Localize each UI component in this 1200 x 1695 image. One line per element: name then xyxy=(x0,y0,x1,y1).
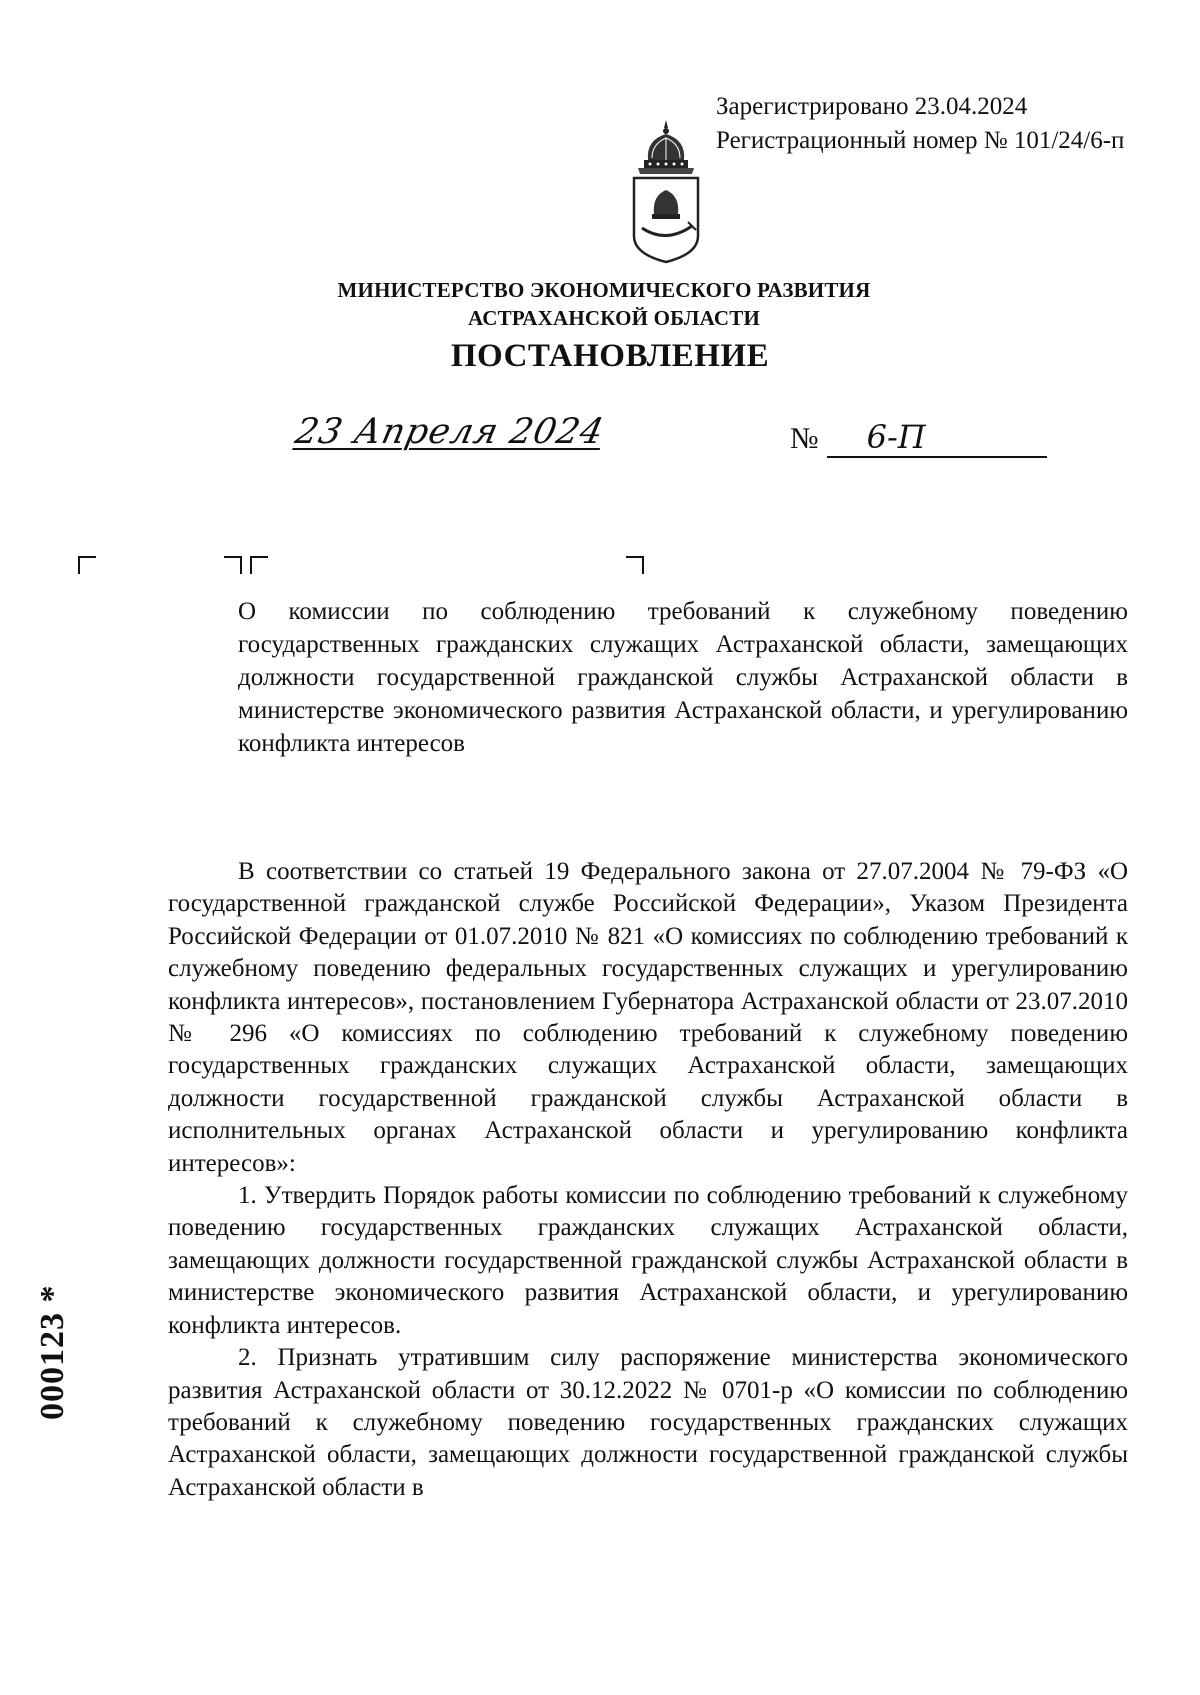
handwritten-number: 6-П xyxy=(827,418,1047,458)
ministry-name xyxy=(0,276,1200,332)
document-body xyxy=(168,856,1128,1504)
number-sign: № xyxy=(790,422,819,455)
body-preamble: В соответствии со статьей 19 Федерального закона от 27.07.2004 № 79-ФЗ «О государственной гражданской службе Российской Федерации», Указом Президента Российской Федерации от 01.07.2010 № 821 «О комиссиях по соблюдению требований к служебному поведению федеральных государственных служащих и урегулированию конфликта интересов», постановлением Губернатора Астраханской области от 23.07.2010 № 296 «О комиссиях по соблюдению требований к служебному поведению государственных гражданских служащих Астраханской области, замещающих должности государственной гражданской службы Астраханской области в исполнительных органах Астраханской области и урегулированию конфликта интересов»: xyxy=(168,858,1128,1177)
bracket-corner-mark xyxy=(78,556,96,574)
bracket-corner-mark xyxy=(250,556,268,574)
registration-date: Зарегистрировано 23.04.2024 xyxy=(716,93,1028,120)
registration-number: Регистрационный номер № 101/24/6-п xyxy=(716,127,1125,154)
bracket-corner-mark xyxy=(626,556,644,574)
document-subject: О комиссии по соблюдению требований к служебному поведению государственных гражданских служащих Астраханской области, замещающих должности государственной гражданской службы Астраханской области в министерстве экономического развития Астраханской области, и урегулированию конфликта интересов xyxy=(238,598,1128,757)
astrakhan-coat-of-arms-icon xyxy=(628,118,704,264)
serial-stamp: 000123 * xyxy=(34,1284,71,1420)
body-item-1: 1. Утвердить Порядок работы комиссии по соблюдению требований к служебному поведению государственных гражданских служащих Астраханской области, замещающих должности государственной гражданской службы Астраханской области в министерстве экономического развития Астраханской области, и урегулированию конфликта интересов. xyxy=(168,1182,1128,1339)
bracket-corner-mark xyxy=(224,556,242,574)
document-number xyxy=(790,418,1047,458)
document-type-title: ПОСТАНОВЛЕНИЕ xyxy=(450,338,770,374)
body-item-2: 2. Признать утратившим силу распоряжение министерства экономического развития Астраханской области от 30.12.2022 № 0701-р «О комиссии по соблюдению требований к служебному поведению государственных гражданских служащих Астраханской области, замещающих должности государственной гражданской службы Астраханской области в xyxy=(168,1344,1128,1501)
handwritten-date: 23 Апреля 2024 xyxy=(291,412,608,452)
registration-info xyxy=(716,90,1124,158)
ministry-name-line2: АСТРАХАНСКОЙ ОБЛАСТИ xyxy=(467,306,761,330)
ministry-name-line1: МИНИСТЕРСТВО ЭКОНОМИЧЕСКОГО РАЗВИТИЯ xyxy=(337,278,871,302)
